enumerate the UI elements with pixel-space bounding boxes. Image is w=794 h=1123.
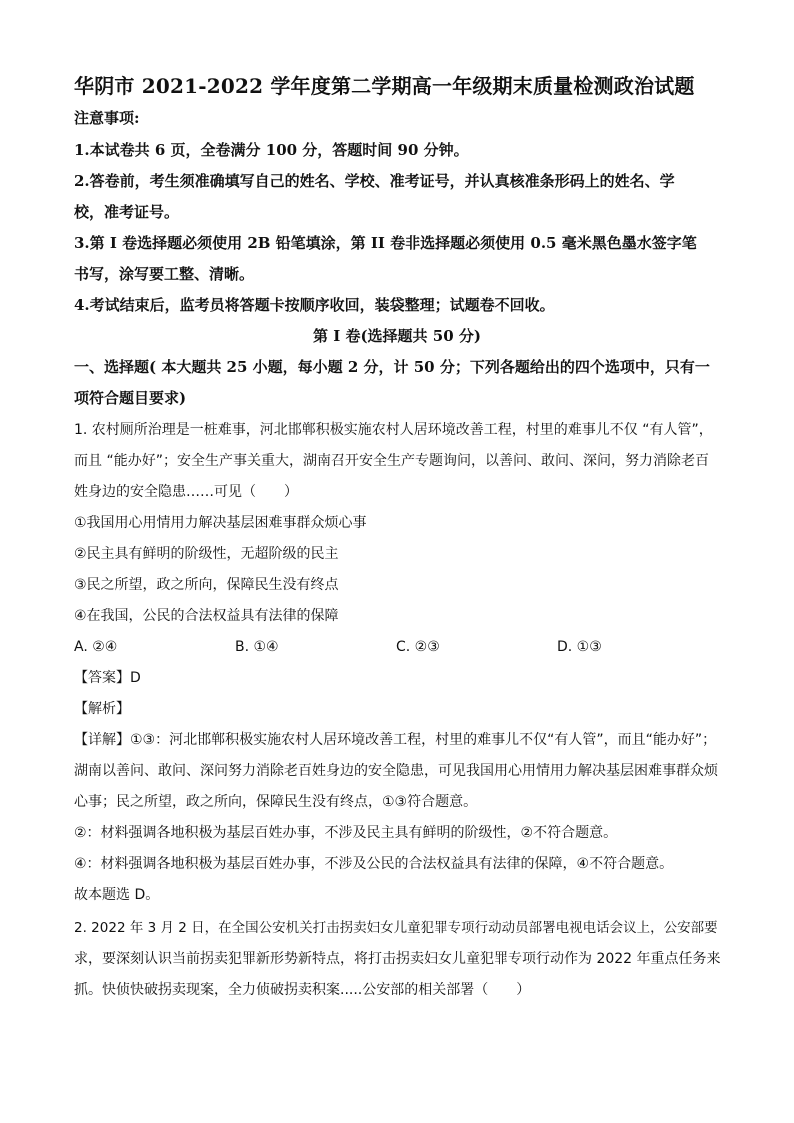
- q1-detail-line-4: ②：材料强调各地积极为基层百姓办事，不涉及民主具有鲜明的阶级性，②不符合题意。: [74, 825, 618, 841]
- notice-item-4: 4.考试结束后，监考员将答题卡按顺序收回，装袋整理；试题卷不回收。: [74, 296, 555, 314]
- q1-option-c: C. ②③: [396, 639, 440, 655]
- q1-option-d: D. ①③: [557, 639, 602, 655]
- notice-item-3: 3.第 I 卷选择题必须使用 2B 铅笔填涂，第 II 卷非选择题必须使用 0.5 毫米黑色墨水签字笔: [74, 234, 697, 252]
- q2-stem-line-3: 抓。快侦快破拐卖现案，全力侦破拐卖积案.....公安部的相关部署（ ）: [74, 982, 531, 998]
- q1-detail-line-2: 湖南以善问、敢问、深问努力消除老百姓身边的安全隐患，可见我国用心用情用力解决基层困难事群众烦: [74, 763, 718, 779]
- q1-option-b: B. ①④: [235, 639, 279, 655]
- instructions-line-2: 项符合题目要求): [74, 389, 187, 407]
- q1-answer: 【答案】D: [74, 670, 141, 686]
- q1-statement-2: ②民主具有鲜明的阶级性，无超阶级的民主: [74, 546, 339, 562]
- notice-item-1: 1.本试卷共 6 页，全卷满分 100 分，答题时间 90 分钟。: [74, 141, 469, 159]
- q2-stem-line-2: 求，要深刻认识当前拐卖犯罪新形势新特点，将打击拐卖妇女儿童犯罪专项行动作为 2022 年重点任务来: [74, 951, 721, 967]
- q1-detail-line-5: ④：材料强调各地积极为基层百姓办事，不涉及公民的合法权益具有法律的保障，④不符合题意。: [74, 856, 674, 872]
- q1-statement-3: ③民之所望，政之所向，保障民生没有终点: [74, 577, 339, 593]
- q1-statement-1: ①我国用心用情用力解决基层困难事群众烦心事: [74, 515, 367, 531]
- q1-stem-line-2: 而且 “能办好”；安全生产事关重大，湖南召开安全生产专题询问，以善问、敢问、深问，努力消除老百: [74, 453, 709, 469]
- q1-detail-line-3: 心事；民之所望，政之所向，保障民生没有终点，①③符合题意。: [74, 794, 478, 810]
- q1-detail-line-6: 故本题选 D。: [74, 887, 160, 903]
- notice-item-2-cont: 校，准考证号。: [74, 203, 180, 221]
- q1-option-a: A. ②④: [74, 639, 118, 655]
- q1-detail-line-1: 【详解】①③：河北邯郸积极实施农村人居环境改善工程，村里的难事儿不仅“有人管”，而且“能办好”；: [74, 732, 717, 748]
- q1-statement-4: ④在我国，公民的合法权益具有法律的保障: [74, 608, 339, 624]
- section-title: 第 I 卷(选择题共 50 分): [313, 327, 481, 345]
- q1-stem-line-1: 1. 农村厕所治理是一桩难事，河北邯郸积极实施农村人居环境改善工程，村里的难事儿不仅 “有人管”，: [74, 422, 713, 438]
- q1-stem-line-3: 姓身边的安全隐患……可见（ ）: [74, 484, 298, 500]
- q1-analysis-label: 【解析】: [74, 701, 130, 717]
- q2-stem-line-1: 2. 2022 年 3 月 2 日，在全国公安机关打击拐卖妇女儿童犯罪专项行动动员部署电视电话会议上，公安部要: [74, 920, 718, 936]
- exam-title: 华阴市 2021-2022 学年度第二学期高一年级期末质量检测政治试题: [74, 74, 695, 98]
- notice-heading: 注意事项:: [74, 109, 140, 127]
- instructions-line-1: 一、选择题( 本大题共 25 小题，每小题 2 分，计 50 分；下列各题给出的四个选项中，只有一: [74, 358, 710, 376]
- notice-item-3-cont: 书写，涂写要工整、清晰。: [74, 265, 255, 283]
- notice-item-2: 2.答卷前，考生须准确填写自己的姓名、学校、准考证号，并认真核准条形码上的姓名、学: [74, 172, 675, 190]
